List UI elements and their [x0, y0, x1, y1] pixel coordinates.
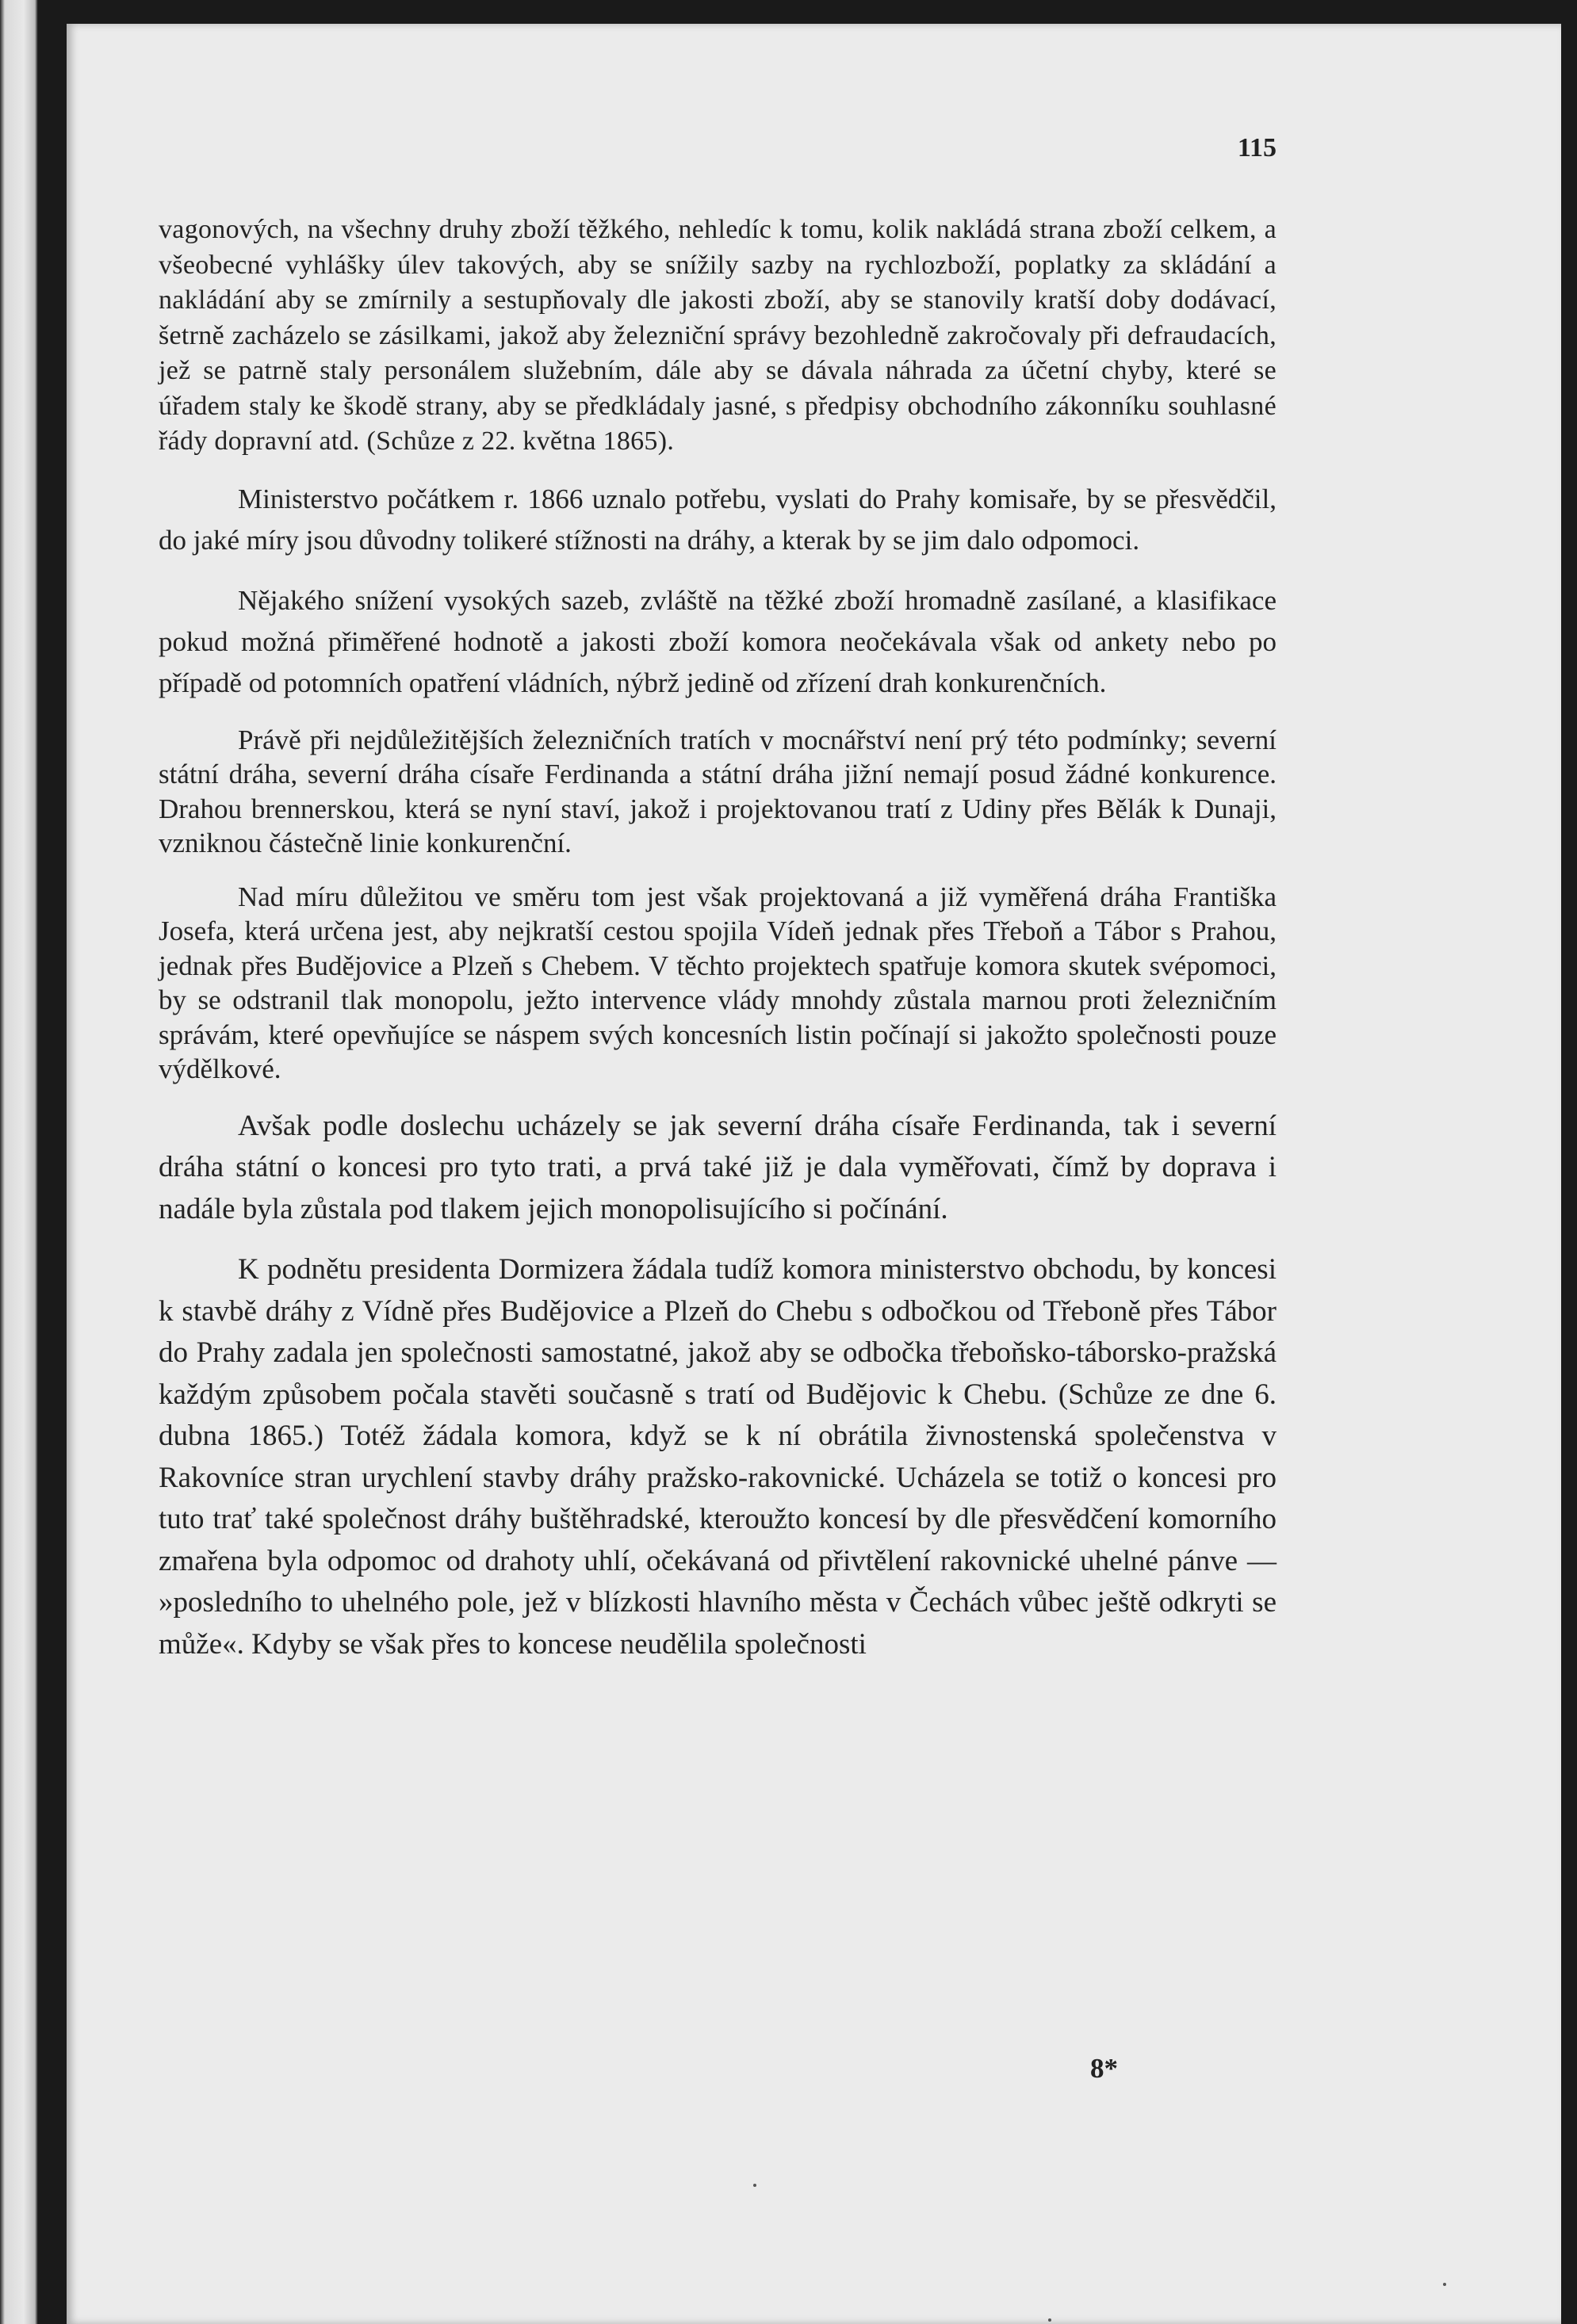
dust-speck [753, 2184, 756, 2187]
paragraph-3: Nějakého snížení vysokých sazeb, zvláště na těžké zboží hromadně zasílané, a klasifikace pokud možná přiměřené hodnotě a jakosti zboží komora neočekávala však od ankety nebo po případě od potomních opatření vládních, nýbrž jedině od zřízení drah konkurenčních. [159, 584, 1277, 698]
paragraph-5: Nad míru důležitou ve směru tom jest však projektovaná a již vyměřená dráha Františka Josefa, která určena jest, aby nejkratší cestou spojila Vídeň jednak přes Třeboň a Tábor s Prahou, jednak přes Budějovice a Plzeň s Chebem. V těchto projektech spatřuje komora skutek svépomoci, by se odstranil tlak monopolu, ježto intervence vlády mnohdy zůstala marnou proti železničním správám, které opevňujíce se náspem svých koncesních listin počínají si jakožto společnosti pouze výdělkové. [159, 881, 1277, 1084]
signature-mark: 8* [1090, 2053, 1118, 2084]
dust-speck [1443, 2283, 1446, 2286]
paragraph-7: K podnětu presidenta Dormizera žádala tudíž komora ministerstvo obchodu, by koncesi k stavbě dráhy z Vídně přes Budějovice a Plzeň do Chebu s odbočkou od Třeboně přes Tábor do Prahy zadala jen společnosti samostatné, jakož aby se odbočka třeboňsko-táborsko-pražská každým způsobem počala stavěti současně s tratí od Budějovic k Chebu. (Schůze ze dne 6. dubna 1865.) Totéž žádala komora, když se k ní obrátila živnostenská společenstva v Rakovníce stran urychlení stavby dráhy pražsko-rakovnické. Ucházela se totiž o koncesi pro tuto trať také společnost dráhy buštěhradské, kteroužto koncesí by dle přesvědčení komorního zmařena byla odpomoc od drahoty uhlí, očekávaná od přivtělení rakovnické uhelné pánve — »posledního to uhelného pole, jež v blízkosti hlavního města v Čechách vůbec ještě odkryti se může«. Kdyby se však přes to koncese neudělila společnosti [159, 1253, 1277, 1661]
paragraph-4: Právě při nejdůležitějších železničních tratích v mocnářství není prý této podmínky; severní státní dráha, severní dráha císaře Ferdinanda a státní dráha jižní nemají posud žádné konkurence. Drahou brennerskou, která se nyní staví, jakož i projektovanou tratí z Udiny přes Bělák k Dunaji, vzniknou částečně linie konkurenční. [159, 724, 1277, 858]
adjacent-page-edge [0, 0, 38, 2324]
paragraph-6: Avšak podle doslechu ucházely se jak severní dráha císaře Ferdinanda, tak i severní dráha státní o koncesi pro tyto trati, a prvá také již je dala vyměřovati, čímž by doprava i nadále byla zůstala pod tlakem jejich monopolisujícího si počínání. [159, 1109, 1277, 1225]
paragraph-2: Ministerstvo počátkem r. 1866 uznalo potřebu, vyslati do Prahy komisaře, by se přesvědčil, do jaké míry jsou důvodny tolikeré stížnosti na dráhy, a kterak by se jim dalo odpomoci. [159, 483, 1277, 556]
page-text [159, 212, 1277, 1684]
page-number: 115 [1237, 133, 1277, 162]
paragraph-1: vagonových, na všechny druhy zboží těžkého, nehledíc k tomu, kolik nakládá strana zboží celkem, a všeobecné vyhlášky úlev takových, aby se snížily sazby na rychlozboží, poplatky za skládání a nakládání aby se zmírnily a sestupňovaly dle jakosti zboží, aby se stanovily kratší doby dodávací, šetrně zacházelo se zásilkami, jakož aby železniční správy bezohledně zakročovaly při defraudacích, jež se patrně staly personálem služebním, dále aby se dávala náhrada za účetní chyby, které se úřadem staly ke škodě strany, aby se předkládaly jasné, s předpisy obchodního zákonníku souhlasné řády dopravní atd. (Schůze z 22. května 1865). [159, 215, 1277, 456]
dust-speck [1048, 2318, 1051, 2322]
